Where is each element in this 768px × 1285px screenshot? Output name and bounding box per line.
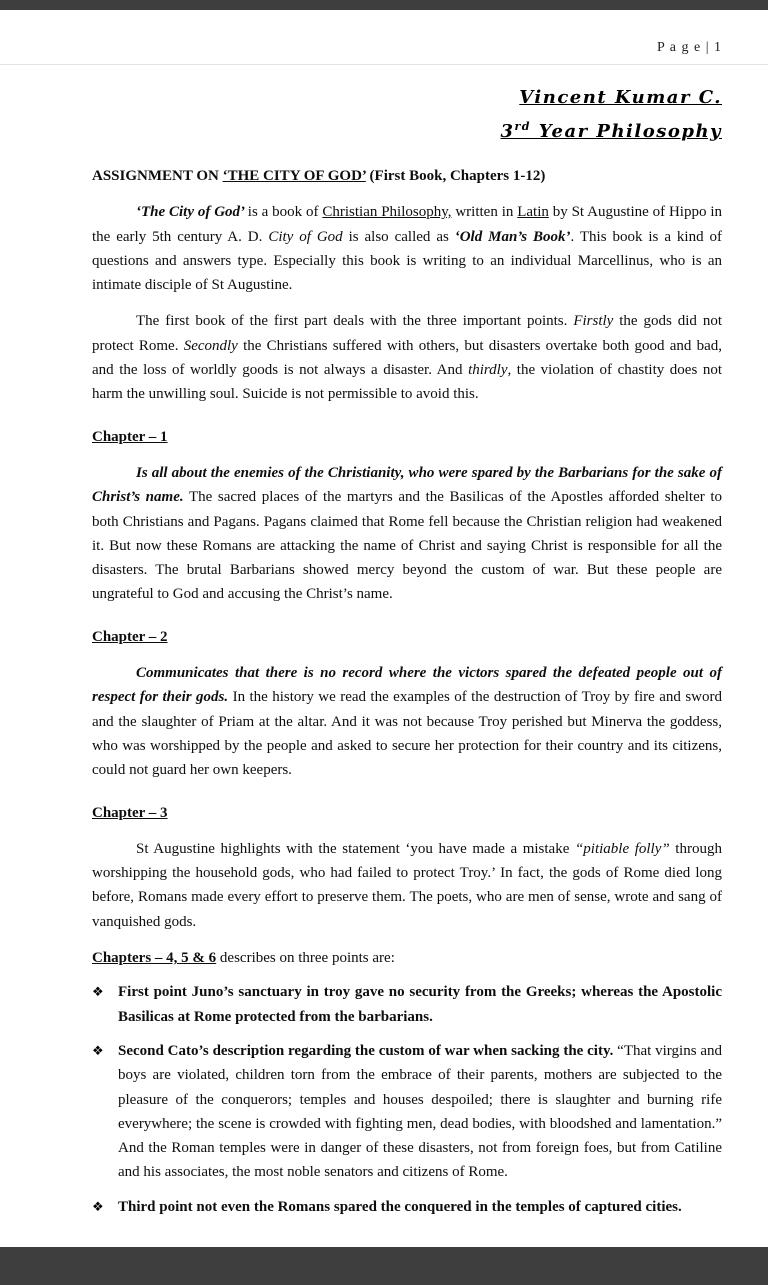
text-run: written in	[451, 204, 518, 221]
text-run: describes on three points are:	[216, 950, 395, 967]
bullet-icon: ❖	[92, 1199, 104, 1215]
text-run: St Augustine highlights with the statement ‘you have made a mistake	[136, 840, 575, 857]
bullet-text	[118, 1195, 722, 1219]
chapter-heading	[92, 425, 722, 449]
signature-name: Vincent Kumar C.	[519, 87, 722, 108]
text-run: through worshipping the household gods, who had failed to protect Troy.’ In fact, the gods of Rome died long before, Romans made every effort to preserve them. The poets, who are men of sense, wrote and sang of vanquished gods.	[92, 840, 722, 930]
text-run: “pitiable folly”	[574, 840, 670, 857]
text-run: ‘THE CITY OF GOD’	[222, 168, 366, 184]
bullet-item	[92, 980, 722, 1029]
page-number-label: P a g e | 1	[657, 40, 722, 55]
chapter-heading	[92, 625, 722, 649]
document-page	[0, 10, 768, 1247]
text-run: Communicates that there is no record where the victors spared the defeated people out of respect for their gods.	[92, 665, 722, 706]
bullet-item	[92, 1195, 722, 1219]
signature-block	[92, 87, 722, 142]
document-viewer	[0, 10, 768, 1285]
text-run: Secondly	[183, 337, 238, 354]
paragraph	[92, 946, 722, 970]
bullet-icon: ❖	[92, 1043, 104, 1059]
text-run: “That virgins and boys are violated, children torn from the embrace of their parents, mothers are subjected to the pleasure of the conquerors; temples and houses despoiled; there is slaughter and burning rife everywhere; the scene is crowded with fighting men, dead bodies, with bloodshed and lamentation.” And the Roman temples were in danger of these disasters, not from foreign foes, but from Catiline and his associates, the most noble senators and citizens of Rome.	[118, 1042, 723, 1181]
text-run: Second Cato’s description regarding the custom of war when sacking the city.	[118, 1042, 614, 1059]
paragraph	[92, 200, 722, 297]
text-run: ASSIGNMENT ON	[92, 168, 223, 184]
text-run: Chapter – 3	[92, 804, 168, 821]
text-run: ‘The City of God’	[136, 204, 248, 221]
bullet-text	[118, 980, 722, 1029]
text-run: The first book of the first part deals with the three important points.	[136, 313, 574, 330]
signature-class-ordinal: rd	[514, 120, 531, 133]
text-run: thirdly	[468, 362, 508, 379]
text-run: , the violation of chastity does not harm the unwilling soul. Suicide is not permissible to avoid this.	[92, 362, 722, 403]
paragraph	[92, 837, 722, 934]
text-run: Chapter – 1	[92, 428, 168, 445]
text-run: . This book is a kind of questions and answers type. Especially this book is writing to an individual Marcellinus, who is an intimate disciple of St Augustine.	[92, 228, 722, 294]
text-run: is also called as	[342, 228, 455, 245]
document-blocks	[92, 164, 722, 1219]
text-run: by St Augustine of Hippo in the early 5th century A. D.	[92, 204, 722, 245]
paragraph	[92, 461, 722, 607]
text-run: First point Juno’s sanctuary in troy gave no security from the Greeks; whereas the Apostolic Basilicas at Rome protected from the barbarians.	[118, 984, 722, 1025]
document-title	[92, 164, 722, 188]
signature-class-text: Year Philosophy	[531, 121, 722, 142]
text-run: is a book of	[247, 204, 323, 221]
text-run: ‘Old Man’s Book’	[454, 228, 571, 245]
text-run: Chapter – 2	[92, 628, 168, 645]
text-run: Chapters – 4, 5 & 6	[92, 950, 217, 967]
text-run: the gods did not protect Rome.	[92, 313, 722, 354]
paragraph	[92, 309, 722, 406]
signature-class-number: 3	[500, 121, 515, 142]
bullet-icon: ❖	[92, 985, 104, 1001]
paragraph	[92, 661, 722, 782]
text-run: Firstly	[573, 313, 614, 330]
text-run: City of God	[268, 228, 343, 245]
viewer-bottom-gap	[0, 1247, 768, 1285]
bullet-text	[118, 1039, 722, 1185]
text-run: (First Book, Chapters 1-12)	[365, 168, 546, 184]
header-divider	[0, 64, 768, 65]
chapter-heading	[92, 801, 722, 825]
text-run: the Christians suffered with others, but disasters overtake both good and bad, and the loss of worldly goods is not always a disaster. And	[92, 337, 722, 379]
text-run: The sacred places of the martyrs and the Basilicas of the Apostles afforded shelter to both Christians and Pagans. Pagans claimed that Rome fell because the Christian religion had weakened it. But now these Romans are attacking the name of Christ and saying Christ is responsible for all the disasters. The brutal Barbarians showed mercy beyond the custom of war. But these people are ungrateful to God and accusing the Christ’s name.	[92, 489, 722, 603]
text-run: In the history we read the examples of the destruction of Troy by fire and sword and the slaughter of Priam at the altar. And it was not because Troy perished but Minerva the goddess, who was worshipped by the people and asked to secure her protection for their country and its citizens, could not guard her own keepers.	[92, 689, 722, 779]
bullet-item	[92, 1039, 722, 1185]
text-run: Third point not even the Romans spared the conquered in the temples of captured cities.	[118, 1198, 682, 1215]
text-run: Christian Philosophy,	[322, 204, 452, 221]
signature-class	[500, 120, 722, 142]
text-run: Latin	[517, 204, 549, 221]
text-run: Is all about the enemies of the Christianity, who were spared by the Barbarians for the sake of Christ’s name.	[92, 464, 722, 506]
